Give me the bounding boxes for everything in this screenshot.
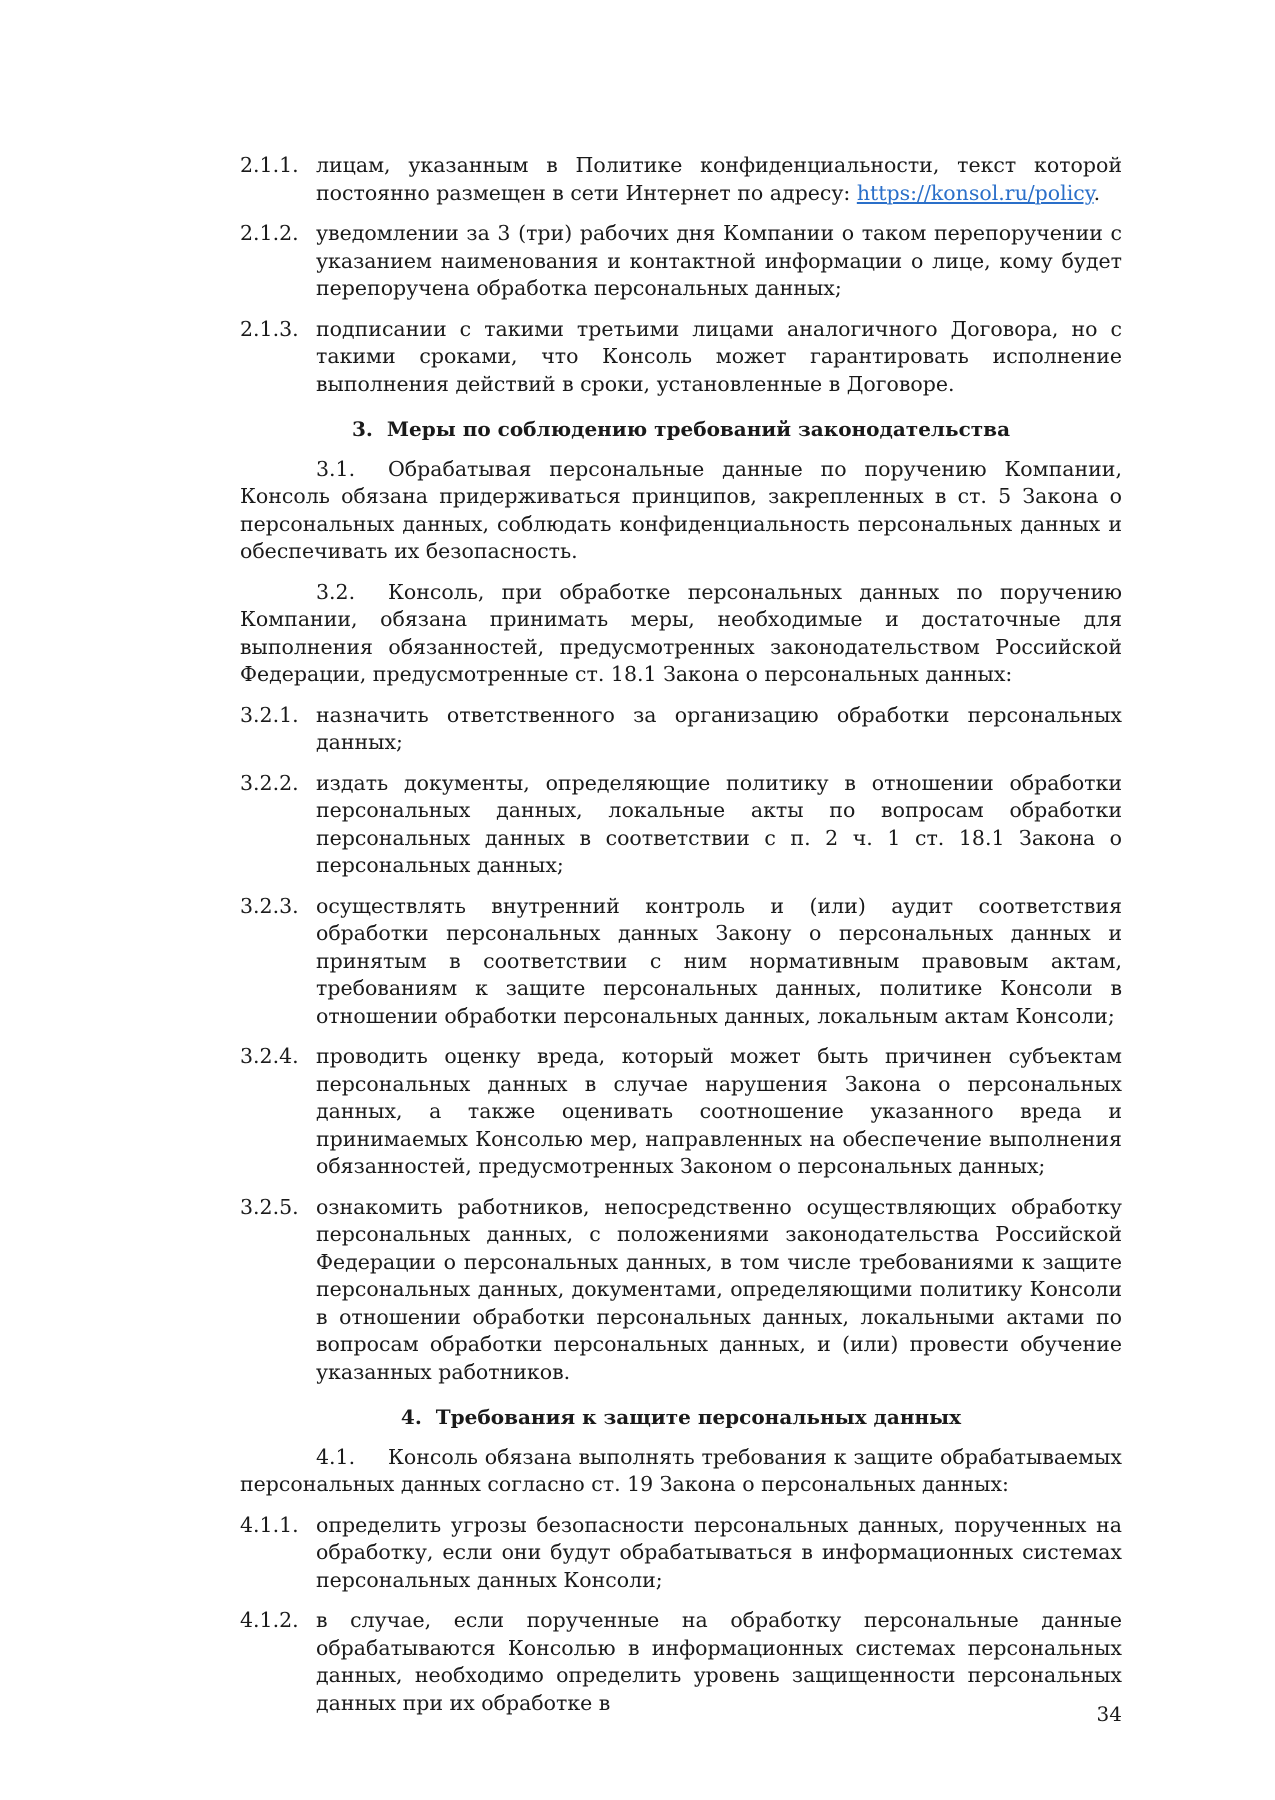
paragraph-text: Консоль, при обработке персональных данных по поручению Компании, обязана принимать меры, необходимые и достаточные для выполнения обязанностей, предусмотренных законодательством Российской Федерации, предусмотренные ст. 18.1 Закона о персональных данных:: [240, 579, 1122, 686]
list-item: [240, 1043, 1122, 1181]
item-text: [316, 152, 1122, 207]
paragraph-number: 3.2.: [316, 579, 356, 604]
paragraph: [240, 456, 1122, 566]
section-heading: [240, 1404, 1122, 1432]
item-text: уведомлении за 3 (три) рабочих дня Компании о таком перепоручении с указанием наименования и контактной информации о лице, кому будет перепоручена обработка персональных данных;: [316, 221, 1122, 300]
section-heading: [240, 416, 1122, 444]
item-text: определить угрозы безопасности персональных данных, порученных на обработку, если они будут обрабатываться в информационных системах персональных данных Консоли;: [316, 1512, 1122, 1592]
list-item: [240, 316, 1122, 399]
item-number: 2.1.3.: [240, 316, 299, 341]
list-item: [240, 1512, 1122, 1595]
list-item: [240, 770, 1122, 880]
paragraph: [240, 579, 1122, 689]
item-number: 3.2.3.: [240, 893, 299, 918]
policy-link[interactable]: https://konsol.ru/policy: [856, 180, 1094, 205]
list-item: [240, 1607, 1122, 1717]
section-title: Требования к защите персональных данных: [435, 1405, 962, 1429]
page-number: 34: [1096, 1702, 1122, 1726]
paragraph-number: 4.1.: [316, 1444, 356, 1469]
item-number: 3.2.1.: [240, 702, 299, 727]
paragraph: [240, 1444, 1122, 1499]
item-text: проводить оценку вреда, который может быть причинен субъектам персональных данных в случае нарушения Закона о персональных данных, а также оценивать соотношение указанного вреда и принимаемых Консолью мер, направленных на обеспечение выполнения обязанностей, предусмотренных Законом о персональных данных;: [316, 1044, 1122, 1178]
item-text-end: .: [1093, 180, 1101, 205]
section-number: 4.: [400, 1405, 422, 1429]
item-number: 3.2.2.: [240, 770, 299, 795]
paragraph-text: Обрабатывая персональные данные по поручению Компании, Консоль обязана придерживаться принципов, закрепленных в ст. 5 Закона о персональных данных, соблюдать конфиденциальность персональных данных и обеспечивать их безопасность.: [240, 456, 1122, 563]
item-text-part: лицам, указанным в Политике конфиденциальности, текст которой постоянно размещен в сети Интернет по адресу:: [316, 153, 1122, 205]
item-text: ознакомить работников, непосредственно осуществляющих обработку персональных данных, с положениями законодательства Российской Федерации о персональных данных, в том числе требованиями к защите персональных данных, документами, определяющими политику Консоли в отношении обработки персональных данных, локальными актами по вопросам обработки персональных данных, и (или) провести обучение указанных работников.: [316, 1194, 1122, 1384]
list-item: [240, 893, 1122, 1031]
item-text: подписании с такими третьими лицами аналогичного Договора, но с такими сроками, что Консоль может гарантировать исполнение выполнения действий в сроки, установленные в Договоре.: [316, 316, 1122, 396]
list-item: [240, 702, 1122, 757]
list-item: [240, 152, 1122, 207]
item-number: 2.1.1.: [240, 153, 299, 177]
page-content: [240, 152, 1122, 1730]
item-number: 3.2.5.: [240, 1194, 299, 1219]
item-text: осуществлять внутренний контроль и (или) аудит соответствия обработки персональных данных Закону о персональных данных и принятым в соответствии с ним нормативным правовым актам, требованиям к защите персональных данных, политике Консоли в отношении обработки персональных данных, локальным актам Консоли;: [316, 893, 1122, 1028]
item-number: 4.1.2.: [240, 1608, 299, 1632]
item-text: издать документы, определяющие политику в отношении обработки персональных данных, локальные акты по вопросам обработки персональных данных в соответствии с п. 2 ч. 1 ст. 18.1 Закона о персональных данных;: [316, 770, 1122, 877]
section-title: Меры по соблюдению требований законодательства: [386, 417, 1011, 441]
list-item: [240, 220, 1122, 303]
paragraph-number: 3.1.: [316, 456, 356, 481]
item-number: 3.2.4.: [240, 1044, 299, 1068]
item-text: в случае, если порученные на обработку персональные данные обрабатываются Консолью в информационных системах персональных данных, необходимо определить уровень защищенности персональных данных при их обработке в: [316, 1608, 1122, 1715]
item-number: 2.1.2.: [240, 221, 299, 245]
item-number: 4.1.1.: [240, 1512, 299, 1537]
section-number: 3.: [351, 417, 373, 441]
list-item: [240, 1194, 1122, 1387]
item-text: назначить ответственного за организацию обработки персональных данных;: [316, 702, 1122, 754]
paragraph-text: Консоль обязана выполнять требования к защите обрабатываемых персональных данных согласно ст. 19 Закона о персональных данных:: [240, 1444, 1122, 1496]
